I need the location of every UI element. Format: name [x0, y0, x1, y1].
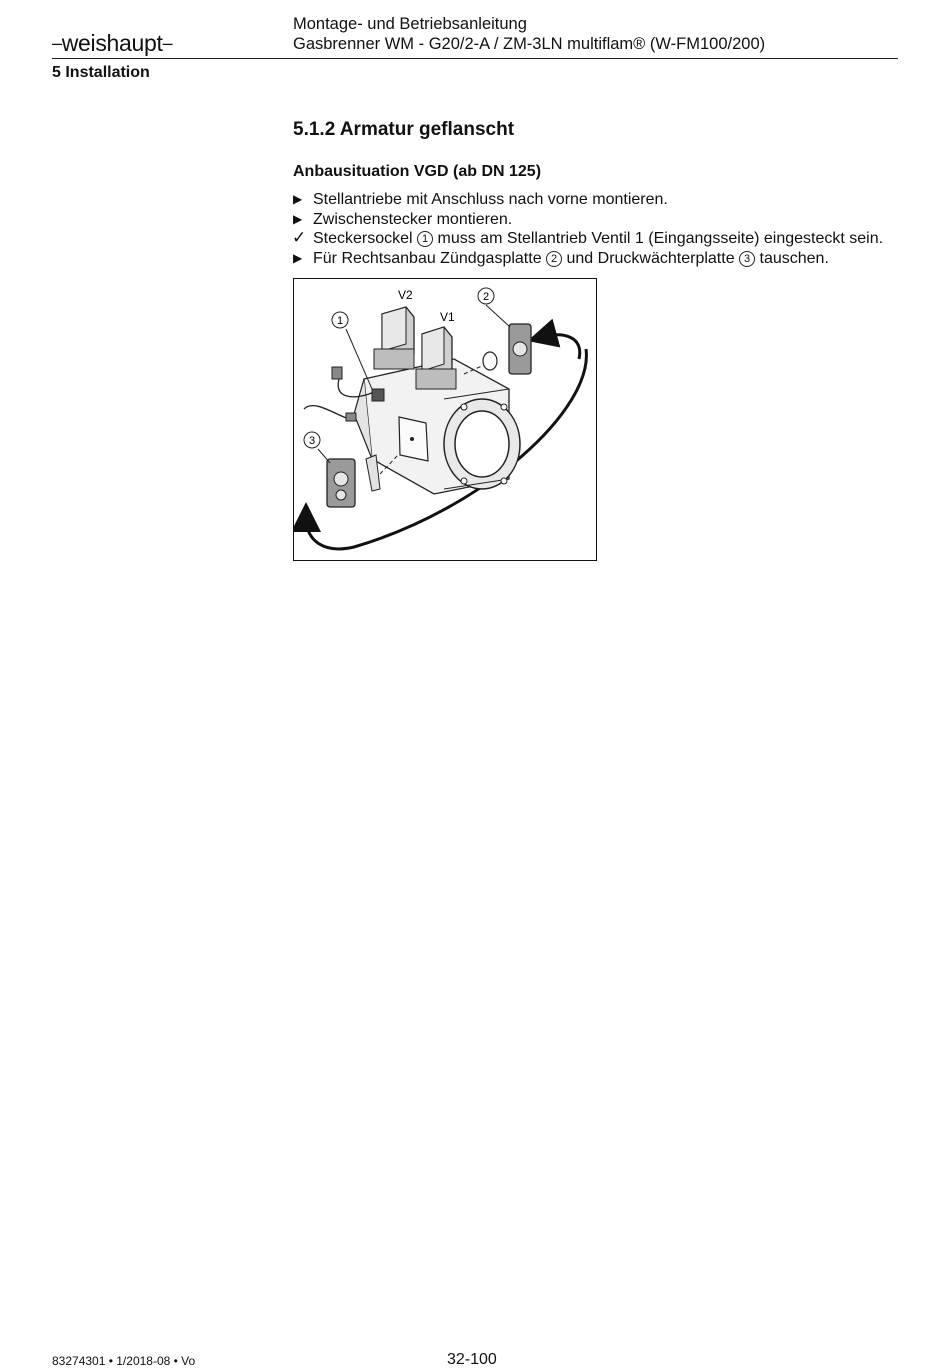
- instruction-text: Zwischenstecker montieren.: [313, 210, 513, 228]
- plug-socket-1: [372, 389, 384, 401]
- instruction-list: [293, 190, 883, 268]
- footer-docinfo: 83274301 • 1/2018-08 • Vo: [52, 1354, 196, 1368]
- instruction-text: tauschen.: [759, 249, 829, 267]
- instruction-item: [293, 210, 883, 230]
- brand-name: weishaupt: [61, 30, 163, 56]
- swap-arrow-upper: [542, 335, 580, 359]
- header-divider: [52, 58, 898, 59]
- valve-assembly-figure: [293, 278, 597, 561]
- checkmark-icon: ✓: [292, 228, 307, 247]
- instruction-text: und Druckwächterplatte: [566, 249, 735, 267]
- instruction-text: Stellantriebe mit Anschluss nach vorne montieren.: [313, 191, 668, 208]
- valve-assembly-drawing: [294, 279, 596, 560]
- instruction-text: muss am Stellantrieb Ventil 1 (Eingangsseite) eingesteckt sein.: [437, 230, 884, 247]
- header-title-line1: Montage- und Betriebsanleitung: [293, 15, 527, 33]
- instruction-item: [293, 249, 883, 269]
- page-number: 32-100: [447, 1351, 497, 1368]
- document-header-title: [293, 14, 765, 54]
- callout-ref-3: 3: [739, 251, 755, 267]
- callout-3-label: 3: [308, 435, 316, 447]
- arrow-bullet-icon: ▶: [293, 250, 303, 265]
- callout-ref-1: 1: [417, 231, 433, 247]
- arrow-bullet-icon: ▶: [293, 211, 303, 226]
- instruction-item: [293, 229, 883, 249]
- brand-logo: –weishaupt–: [52, 30, 173, 56]
- subheading: Anbausituation VGD (ab DN 125): [293, 163, 542, 180]
- instruction-text: Für Rechtsanbau Zündgasplatte: [313, 249, 542, 267]
- label-v1: V1: [440, 310, 455, 324]
- callout-2-label: 2: [482, 291, 490, 303]
- section-title: 5.1.2 Armatur geflanscht: [293, 119, 515, 140]
- callout-1-label: 1: [336, 315, 344, 327]
- instruction-text: Steckersockel: [313, 230, 413, 247]
- callout-ref-2: 2: [546, 251, 562, 267]
- header-title-line2: Gasbrenner WM - G20/2-A / ZM-3LN multiflam® (W-FM100/200): [293, 35, 766, 53]
- label-v2: V2: [398, 288, 413, 302]
- arrow-bullet-icon: ▶: [293, 192, 303, 206]
- chapter-heading: 5 Installation: [52, 64, 150, 81]
- instruction-item: [293, 190, 883, 210]
